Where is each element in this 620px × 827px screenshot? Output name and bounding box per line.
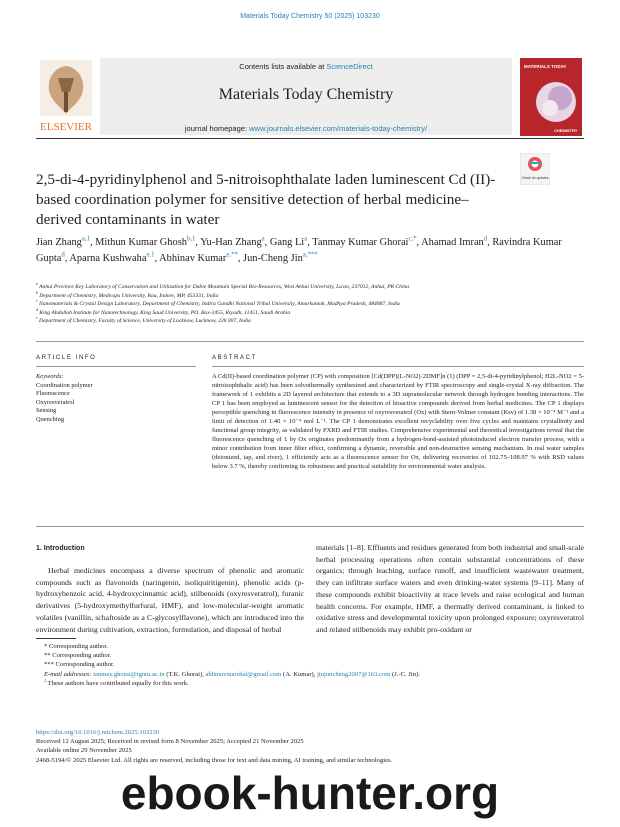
email-link-kumar[interactable]: abhinavmarshal@gmail.com (205, 670, 282, 678)
author-name: Ahamad Imran (421, 237, 484, 248)
affiliation-key: b (36, 290, 38, 295)
contents-prefix: Contents lists available at (239, 62, 327, 71)
homepage-link[interactable]: www.journals.elsevier.com/materials-today-chemistry/ (249, 124, 428, 133)
email-label: E-mail addresses: (44, 670, 94, 678)
affiliation-text: Department of Chemistry, Medicaps University, Rau, Indore, MP, 453331, India (37, 292, 219, 299)
author-name: Tanmay Kumar Ghorai (312, 237, 409, 248)
footnote-corresponding-1: * Corresponding author. (44, 643, 108, 650)
author-affiliation-marker[interactable]: e,1 (146, 251, 155, 259)
affiliation-text: King Abdullah Institute for Nanotechnology, King Saud University, PO. Box-2455, Riyadh, 11451, Saudi Arabia (37, 309, 291, 316)
author-affiliation-marker[interactable]: b,1 (186, 235, 196, 243)
affiliation-item (36, 300, 584, 309)
cover-subtitle: CHEMISTRY (554, 128, 578, 133)
author-name: Ravindra Kumar Gupta (36, 237, 562, 264)
journal-reference[interactable]: Materials Today Chemistry 50 (2025) 103230 (240, 13, 380, 20)
sciencedirect-link[interactable]: ScienceDirect (326, 62, 373, 71)
affiliation-item (36, 317, 584, 326)
author-affiliation-marker[interactable]: a (261, 235, 265, 243)
homepage-prefix: journal homepage: (184, 124, 250, 133)
doi-link[interactable]: https://doi.org/10.1016/j.mtchem.2025.103230 (36, 729, 160, 736)
affiliation-key: a (36, 282, 38, 287)
keyword-item: Quenching (36, 415, 65, 423)
author-name: Yu-Han Zhang (200, 237, 262, 248)
keyword-item: Coordination polymer (36, 382, 93, 389)
abstract-heading: ABSTRACT (212, 355, 257, 361)
footnote-rule (36, 638, 76, 639)
author-affiliation-marker[interactable]: d (61, 251, 65, 259)
author-affiliation-marker[interactable]: a,1 (81, 235, 90, 243)
section-rule (36, 341, 584, 342)
affiliation-key: e (36, 316, 38, 321)
affiliation-text: Nanomaterials & Crystal Design Laboratory, Department of Chemistry, Indira Gandhi National Tribal University, Amarkantak, Madhya Pradesh, 484887, India (37, 301, 400, 308)
journal-homepage (100, 124, 512, 133)
author-affiliation-marker[interactable]: c,* (408, 235, 417, 243)
affiliation-item (36, 283, 584, 292)
article-title: 2,5-di-4-pyridinylphenol and 5-nitroisophthalate laden luminescent Cd (II)-based coordination polymer for sensitive detection of herbal medicine–derived contaminants in water (36, 171, 496, 228)
introduction-right-column: materials [1–8]. Effluents and residues generated from both industrial and small-scale herbal processing operations often contain substantial concentrations of these organics; through leaching, surface runoff, and insufficient wastewater treatment, they can infiltrate surface waters and even drinking-water systems [9–11]. Many of these compounds exhibit bioactivity at trace levels and raise ecological and human health concerns. For example, HMF, a thermally derived contaminant, is linked to oxidative stress and developmental toxicity upon prolonged exposure; oxyresveratrol and related stilbenoids may exhibit pro-oxidant or (316, 543, 584, 634)
footnotes (36, 642, 584, 688)
elsevier-logo (36, 58, 96, 134)
introduction-heading: 1. Introduction (36, 545, 85, 552)
email-link-ghorai[interactable]: tanmay.ghorai@igntu.ac.in (93, 670, 165, 678)
article-info-heading: ARTICLE INFO (36, 355, 97, 361)
author-affiliation-marker[interactable]: a (304, 235, 308, 243)
email-link-jin[interactable]: jinjuncheng2007@163.com (317, 670, 391, 678)
footnote-corresponding-2: ** Corresponding author. (44, 652, 112, 660)
cover-title: MATERIALS TODAY (524, 64, 567, 69)
author-name: Gang Li (269, 237, 305, 248)
keyword-item: Sensing (36, 407, 57, 415)
watermark: ebook-hunter.org (120, 767, 500, 819)
affiliation-item (36, 309, 584, 318)
journal-cover-image (520, 58, 582, 136)
email-owner-ghorai: (T.K. Ghorai), (164, 670, 206, 678)
keywords-label: Keywords: (36, 373, 64, 380)
equal-contribution-text: These authors have contributed equally for this work. (47, 679, 189, 687)
keyword-item: Fluorescence (36, 390, 70, 398)
header-rule (36, 138, 584, 139)
elsevier-wordmark: ELSEVIER (40, 121, 92, 133)
author-name: Jian Zhang (36, 237, 82, 248)
author-name: Aparna Kushwaha (69, 253, 147, 264)
affiliation-key: d (36, 307, 38, 312)
author-affiliation-marker[interactable]: a,*** (302, 251, 318, 259)
email-owner-kumar: (A. Kumar), (281, 670, 318, 678)
author-name: Abhinav Kumar (159, 253, 227, 264)
article-info-rule (36, 366, 196, 367)
email-owner-jin: (J.-C. Jin). (390, 670, 420, 678)
check-for-updates-badge[interactable] (520, 153, 550, 185)
keywords-list (36, 382, 93, 424)
journal-name: Materials Today Chemistry (218, 86, 394, 103)
footnote-corresponding-3: *** Corresponding author. (44, 661, 115, 669)
affiliation-text: Department of Chemistry, Faculty of Science, University of Lucknow, Lucknow, 226 007, India (37, 318, 251, 325)
abstract-bottom-rule (36, 526, 584, 527)
author-name: Mithun Kumar Ghosh (95, 237, 187, 248)
copyright-line: 2468-5194/© 2025 Elsevier Ltd. All rights are reserved, including those for text and data mining, AI training, and similar technologies. (36, 756, 393, 764)
abstract-text: A Cd(II)-based coordination polymer (CP) with composition [Cd(DPP)(L-NO2)·2DMF]n (1) (DPP = 2,5-di-4-pyridinylphenol; H2L-NO2 = 5-nitroisophthalic acid) has been solvothermally synthesized and characterized by FTIR spectroscopy and single-crystal X-ray diffraction. The framework of 1 exhibits a 2D layered architecture that extends to a 3D supramolecular network through hydrogen bonding interactions. The CP 1 has been employed as luminescent sensor for the detection of bioactive compounds derived from herbal medicines. The CP 1 displays perceptible quenching in fluorescence intensity in presence of oxyresveratrol (Ox) with Stern-Volmer constant (Ksv) of 1.38 × 10⁻⁴ M⁻¹ and a limit of detection of 1.40 × 10⁻⁴ mol L⁻¹. The CP 1 demonstrates excellent recyclability over five cycles and maintains crystallinity and functional group integrity, as validated by PXRD and FTIR studies. Comprehensive experimental and theoretical investigations reveal that the fluorescence quenching of 1 by Ox originates predominantly from a hydrogen-bond-assisted photoinduced electron transfer process, with a minor contribution from inner filter effect, confirming a dynamic, reversible and non-destructive sensing mechanism. In real water samples (deionized, tap, and river), 1 efficiently acts as a fluorescence sensor for Ox, delivering recoveries of 102.75–108.97 % with RSD values below 3.7 %, thereby confirming its robustness and practical suitability for environmental water analysis. (212, 373, 584, 471)
contents-line (100, 62, 512, 71)
footnote-equal-contribution: $^1$ These authors have contributed equally for this work. (44, 677, 189, 687)
publication-info (36, 728, 584, 765)
author-affiliation-marker[interactable]: e,** (226, 251, 238, 259)
author-list: Jian Zhang$^{a,1}$, Mithun Kumar Ghosh$^{b,1}$, Yu-Han Zhang$^a$, Gang Li$^a$, Tanmay Kumar Ghorai$^{c,*}$, Ahamad Imran$^d$, Ravindra Kumar Gupta$^d$, Aparna Kushwaha$^{e,1}$, Abhinav Kumar$^{e,**}$, Jun-Cheng Jin$^{a,***}$ (36, 235, 562, 264)
footnote-emails (36, 670, 584, 679)
affiliation-item (36, 290, 584, 304)
introduction-left-column: Herbal medicines encompass a diverse spectrum of phenolic and aromatic compounds such as flavonoids (naringenin, isoliquiritigenin), phenolic acids (p-hydroxybenzoic acid, 4-hydroxycinnamic acid), stilbenoids (oxyresveratrol), furanic derivatives (5-hydroxymethylfurfural, HMF), and low-molecular-weight aromatic volatiles (vanillin, schaftoside as a C-glycosylflavone), which are introduced into the environment during cultivation, extraction, formulation, and disposal of herbal (36, 566, 304, 634)
author-name: Jun-Cheng Jin (243, 253, 303, 264)
affiliations (36, 283, 584, 326)
author-affiliation-marker[interactable]: d (483, 235, 488, 243)
received-dates: Received 12 August 2025; Received in revised form 8 November 2025; Accepted 21 November 2025 (36, 738, 304, 746)
available-online: Available online 29 November 2025 (36, 747, 132, 755)
abstract-rule (212, 366, 584, 367)
affiliation-key: c (36, 299, 38, 304)
check-for-updates-label: Check for updates (521, 176, 549, 180)
keyword-item: Oxyresveratrol (36, 398, 75, 406)
affiliation-text: Anhui Province Key Laboratory of Conservation and Utilization for Dabie Mountain Special Bio-Resources, West Anhui University, Lu'an, 237012, Anhui, PR China (37, 284, 410, 290)
